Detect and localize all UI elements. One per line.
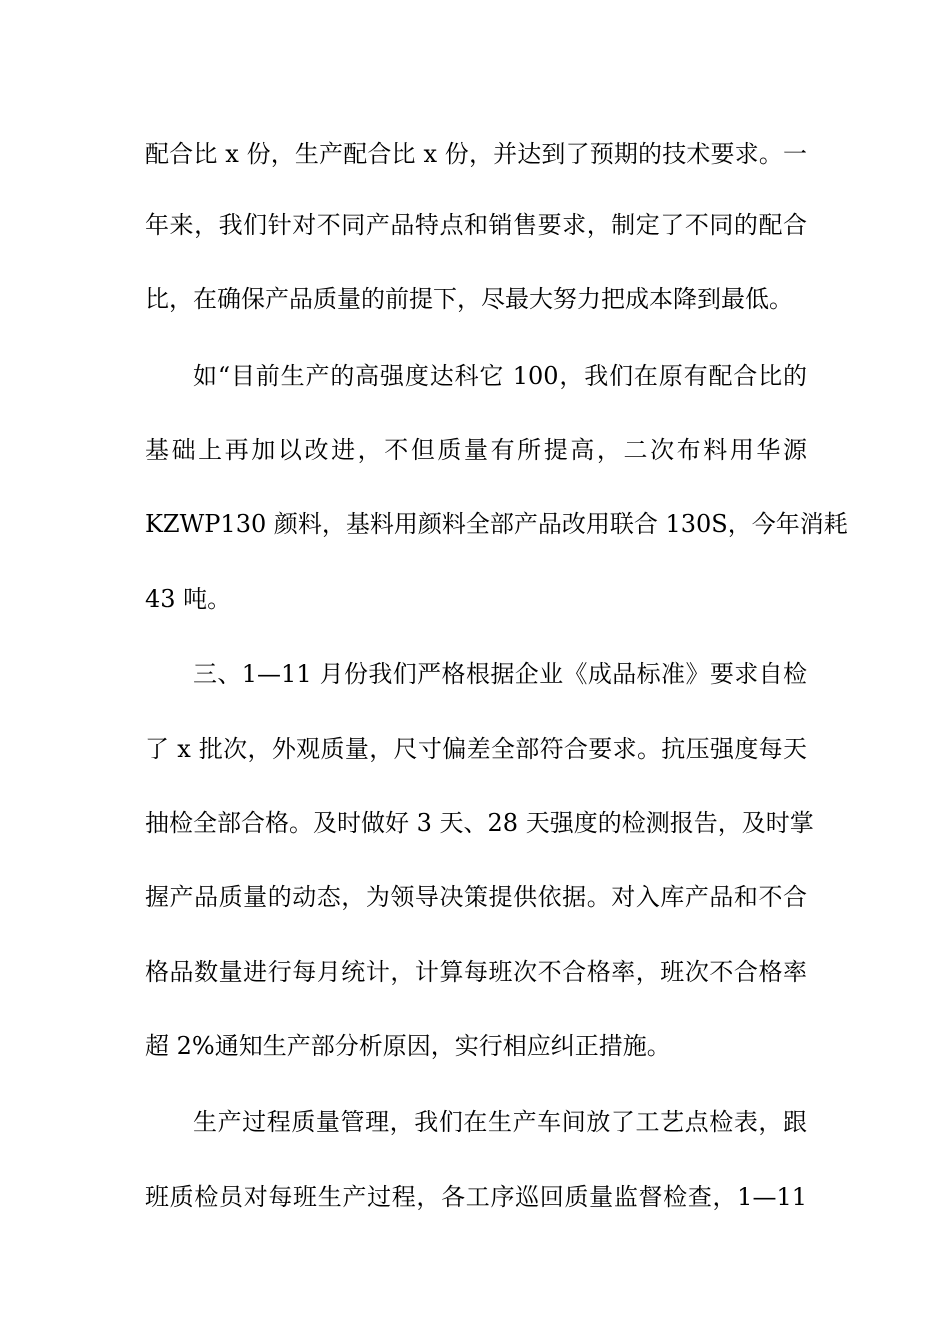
text-line: 握产品质量的动态，为领导决策提供依据。对入库产品和不合 [145,883,807,911]
text-line: 生产过程质量管理，我们在生产车间放了工艺点检表，跟 [193,1108,807,1136]
text-line: 班质检员对每班生产过程，各工序巡回质量监督检查，1—11 [145,1183,807,1211]
text-line: 比，在确保产品质量的前提下，尽最大努力把成本降到最低。 [145,285,793,313]
text-line: 三、1—11 月份我们严格根据企业《成品标准》要求自检 [193,660,807,688]
text-line: 了 x 批次，外观质量，尺寸偏差全部符合要求。抗压强度每天 [145,735,807,763]
text-line: 超 2%通知生产部分析原因，实行相应纠正措施。 [145,1032,671,1060]
text-line: 年来，我们针对不同产品特点和销售要求，制定了不同的配合 [145,211,807,239]
text-line: 如“目前生产的高强度达科它 100，我们在原有配合比的 [193,362,807,390]
text-line: KZWP130 颜料，基料用颜料全部产品改用联合 130S，今年消耗 [145,510,848,538]
text-line: 格品数量进行每月统计，计算每班次不合格率，班次不合格率 [145,958,807,986]
text-line: 抽检全部合格。及时做好 3 天、28 天强度的检测报告，及时掌 [145,809,814,837]
text-line: 配合比 x 份，生产配合比 x 份，并达到了预期的技术要求。一 [145,140,807,168]
text-line: 43 吨。 [145,585,232,613]
text-line: 基础上再加以改进，不但质量有所提高，二次布料用华源 [145,436,807,464]
